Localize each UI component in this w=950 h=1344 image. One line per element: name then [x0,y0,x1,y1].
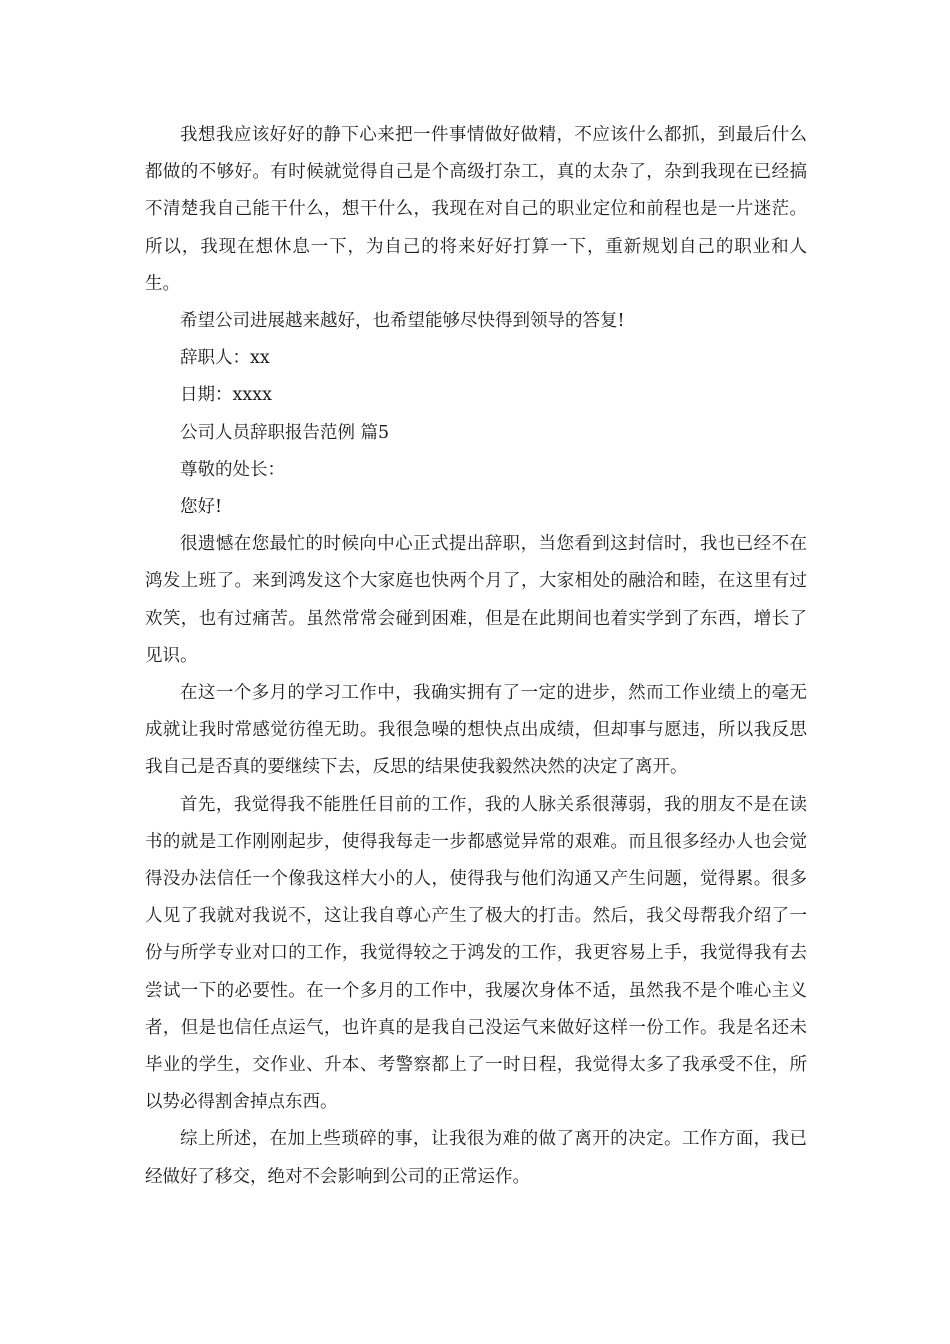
date-line: 日期：xxxx [180,385,272,406]
salutation: 尊敬的处长： [180,459,285,480]
paragraph-reasons: 首先，我觉得我不能胜任目前的工作，我的人脉关系很薄弱，我的朋友不是在读书的就是工作刚刚起步，使得我每走一步都感觉异常的艰难。而且很多经办人也会觉得没办法信任一个像我这样大小的人，使得我与他们沟通又产生问题，觉得累。很多人见了我就对我说不，这让我自尊心产生了极大的打击。然后，我父母帮我介绍了一份与所学专业对口的工作，我觉得较之于鸿发的工作，我更容易上手，我觉得我有去尝试一下的必要性。在一个多月的工作中，我屡次身体不适，虽然我不是个唯心主义者，但是也信任点运气，也许真的是我自己没运气来做好这样一份工作。我是名还未毕业的学生，交作业、升本、考警察都上了一时日程，我觉得太多了我承受不住，所以势必得割舍掉点东西。 [145,794,807,1113]
paragraph-closing-wish: 希望公司进展越来越好，也希望能够尽快得到领导的答复! [180,311,625,332]
paragraph-career-reflection: 我想我应该好好的静下心来把一件事情做好做精，不应该什么都抓，到最后什么都做的不够好。有时候就觉得自己是个高级打杂工，真的太杂了，杂到我现在已经搞不清楚我自己能干什么，想干什么，我现在对自己的职业定位和前程也是一片迷茫。所以，我现在想休息一下，为自己的将来好好打算一下，重新规划自己的职业和人生。 [145,125,807,294]
greeting: 您好! [180,497,223,518]
paragraph-resignation-intro: 很遗憾在您最忙的时候向中心正式提出辞职，当您看到这封信时，我也已经不在鸿发上班了。来到鸿发这个大家庭也快两个月了，大家相处的融洽和睦，在这里有过欢笑，也有过痛苦。虽然常常会碰到困难，但是在此期间也着实学到了东西，增长了见识。 [145,534,807,666]
paragraph-summary: 综上所述，在加上些琐碎的事，让我很为难的做了离开的决定。工作方面，我已经做好了移交，绝对不会影响到公司的正常运作。 [145,1129,807,1187]
paragraph-work-reflection: 在这一个多月的学习工作中，我确实拥有了一定的进步，然而工作业绩上的毫无成就让我时常感觉彷徨无助。我很急噪的想快点出成绩，但却事与愿违，所以我反思我自己是否真的要继续下去，反思的结果使我毅然决然的决定了离开。 [145,683,807,778]
resigner-line: 辞职人：xx [180,348,270,369]
section-heading: 公司人员辞职报告范例 篇5 [180,422,390,443]
document-body [145,117,807,1196]
